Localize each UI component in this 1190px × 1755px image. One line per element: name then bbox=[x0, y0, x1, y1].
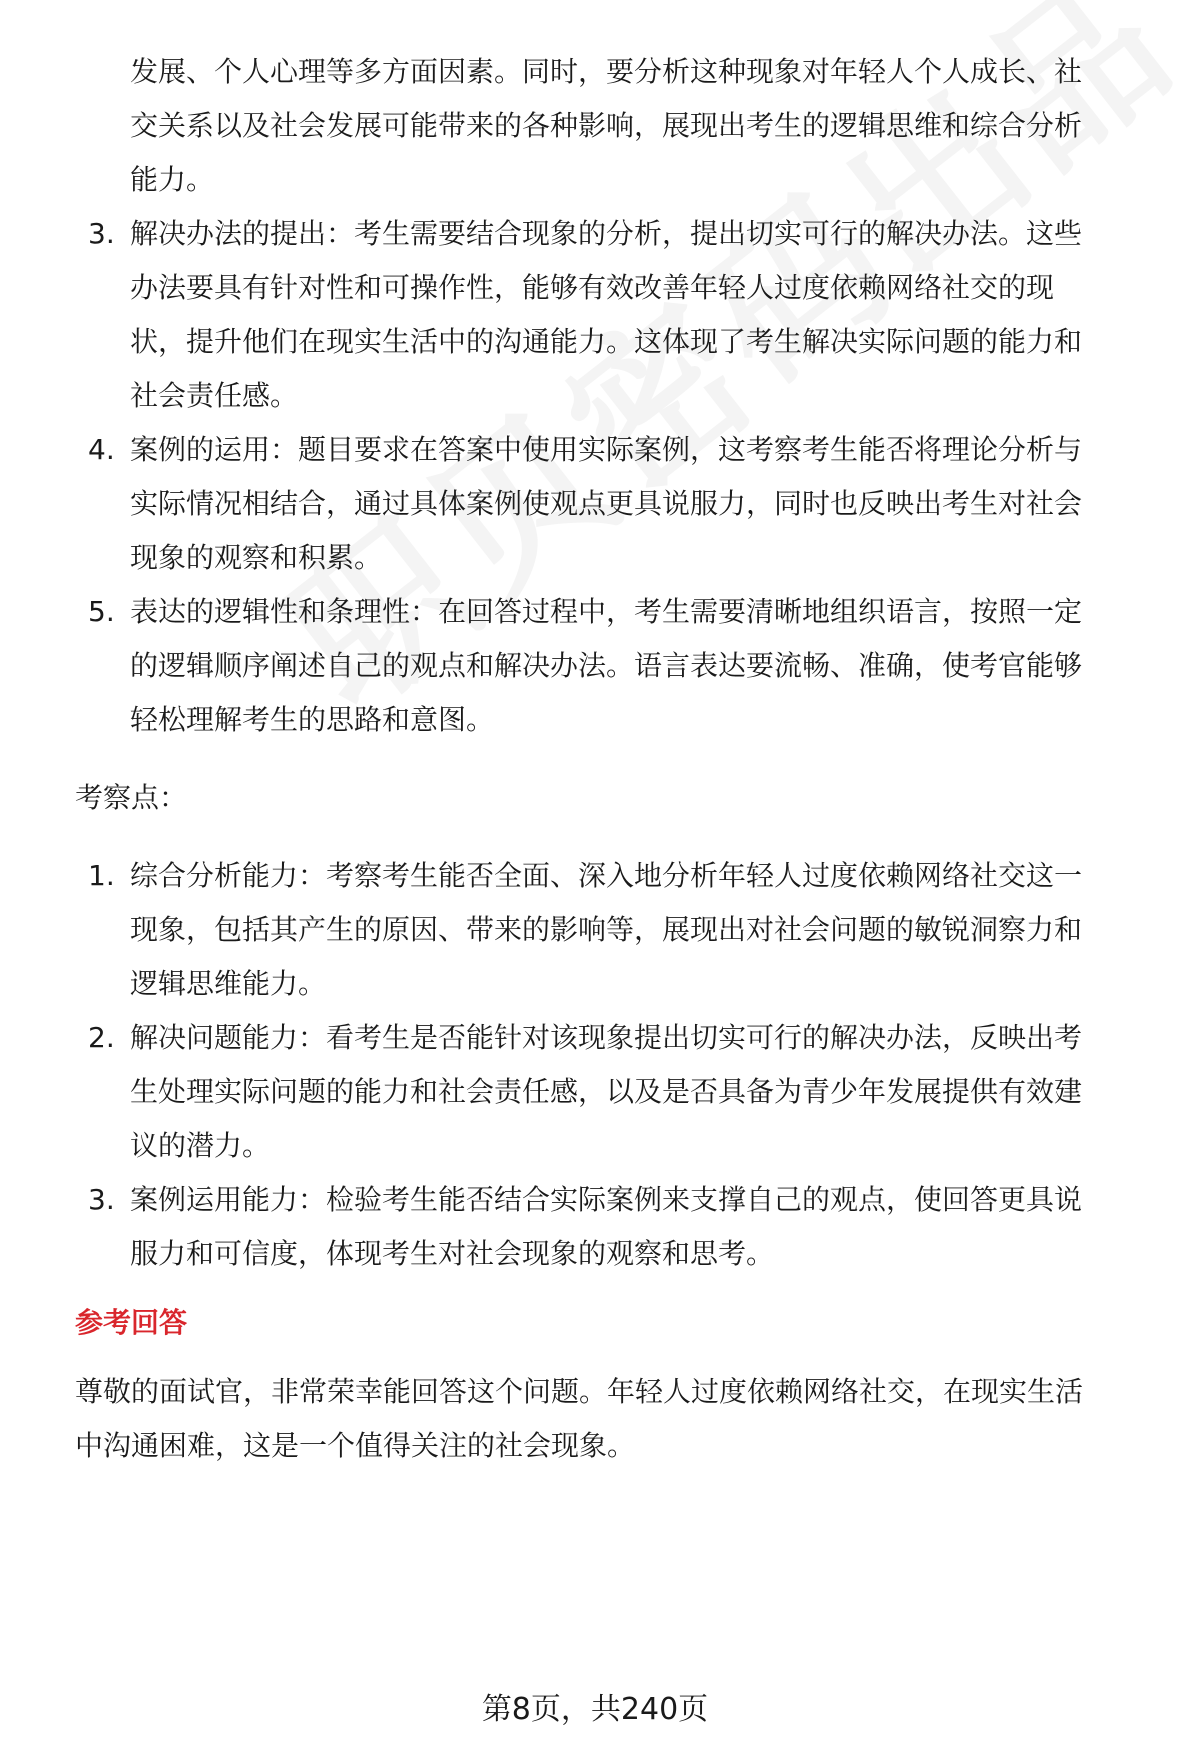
list-item-line: 逻辑思维能力。 bbox=[130, 967, 327, 1000]
list-item-line: 现象的观察和积累。 bbox=[130, 541, 383, 574]
list-item-line: 案例的运用：题目要求在答案中使用实际案例，这考察考生能否将理论分析与 bbox=[130, 433, 1083, 466]
list-item-line: 实际情况相结合，通过具体案例使观点更具说服力，同时也反映出考生对社会 bbox=[130, 487, 1083, 520]
list-item-line: 办法要具有针对性和可操作性，能够有效改善年轻人过度依赖网络社交的现 bbox=[130, 271, 1055, 304]
list-number: 2. bbox=[88, 1021, 115, 1054]
list-item-line: 状，提升他们在现实生活中的沟通能力。这体现了考生解决实际问题的能力和 bbox=[130, 325, 1083, 358]
list-item-line: 解决办法的提出：考生需要结合现象的分析，提出切实可行的解决办法。这些 bbox=[130, 217, 1083, 250]
list-number: 1. bbox=[88, 859, 115, 892]
paragraph-line: 发展、个人心理等多方面因素。同时，要分析这种现象对年轻人个人成长、社 bbox=[130, 55, 1083, 88]
list-item-line: 议的潜力。 bbox=[130, 1129, 271, 1162]
list-number: 3. bbox=[88, 1183, 115, 1216]
list-item-line: 社会责任感。 bbox=[130, 379, 299, 412]
list-item-line: 服力和可信度，体现考生对社会现象的观察和思考。 bbox=[130, 1237, 775, 1270]
list-item-line: 的逻辑顺序阐述自己的观点和解决办法。语言表达要流畅、准确，使考官能够 bbox=[130, 649, 1083, 682]
list-item-line: 综合分析能力：考察考生能否全面、深入地分析年轻人过度依赖网络社交这一 bbox=[130, 859, 1083, 892]
list-item-line: 解决问题能力：看考生是否能针对该现象提出切实可行的解决办法，反映出考 bbox=[130, 1021, 1083, 1054]
answer-heading: 参考回答 bbox=[75, 1306, 188, 1339]
answer-line: 中沟通困难，这是一个值得关注的社会现象。 bbox=[75, 1429, 636, 1462]
section-label: 考察点： bbox=[75, 781, 188, 814]
list-number: 4. bbox=[88, 433, 115, 466]
list-item-line: 案例运用能力：检验考生能否结合实际案例来支撑自己的观点，使回答更具说 bbox=[130, 1183, 1083, 1216]
page-footer: 第8页，共240页 bbox=[481, 1692, 709, 1727]
list-number: 5. bbox=[88, 595, 115, 628]
answer-line: 尊敬的面试官，非常荣幸能回答这个问题。年轻人过度依赖网络社交，在现实生活 bbox=[75, 1375, 1084, 1408]
paragraph-line: 能力。 bbox=[130, 163, 215, 196]
list-item-line: 轻松理解考生的思路和意图。 bbox=[130, 703, 495, 736]
list-item-line: 现象，包括其产生的原因、带来的影响等，展现出对社会问题的敏锐洞察力和 bbox=[130, 913, 1083, 946]
paragraph-line: 交关系以及社会发展可能带来的各种影响，展现出考生的逻辑思维和综合分析 bbox=[130, 109, 1083, 142]
list-number: 3. bbox=[88, 217, 115, 250]
list-item-line: 表达的逻辑性和条理性：在回答过程中，考生需要清晰地组织语言，按照一定 bbox=[130, 595, 1083, 628]
list-item-line: 生处理实际问题的能力和社会责任感，以及是否具备为青少年发展提供有效建 bbox=[130, 1075, 1083, 1108]
